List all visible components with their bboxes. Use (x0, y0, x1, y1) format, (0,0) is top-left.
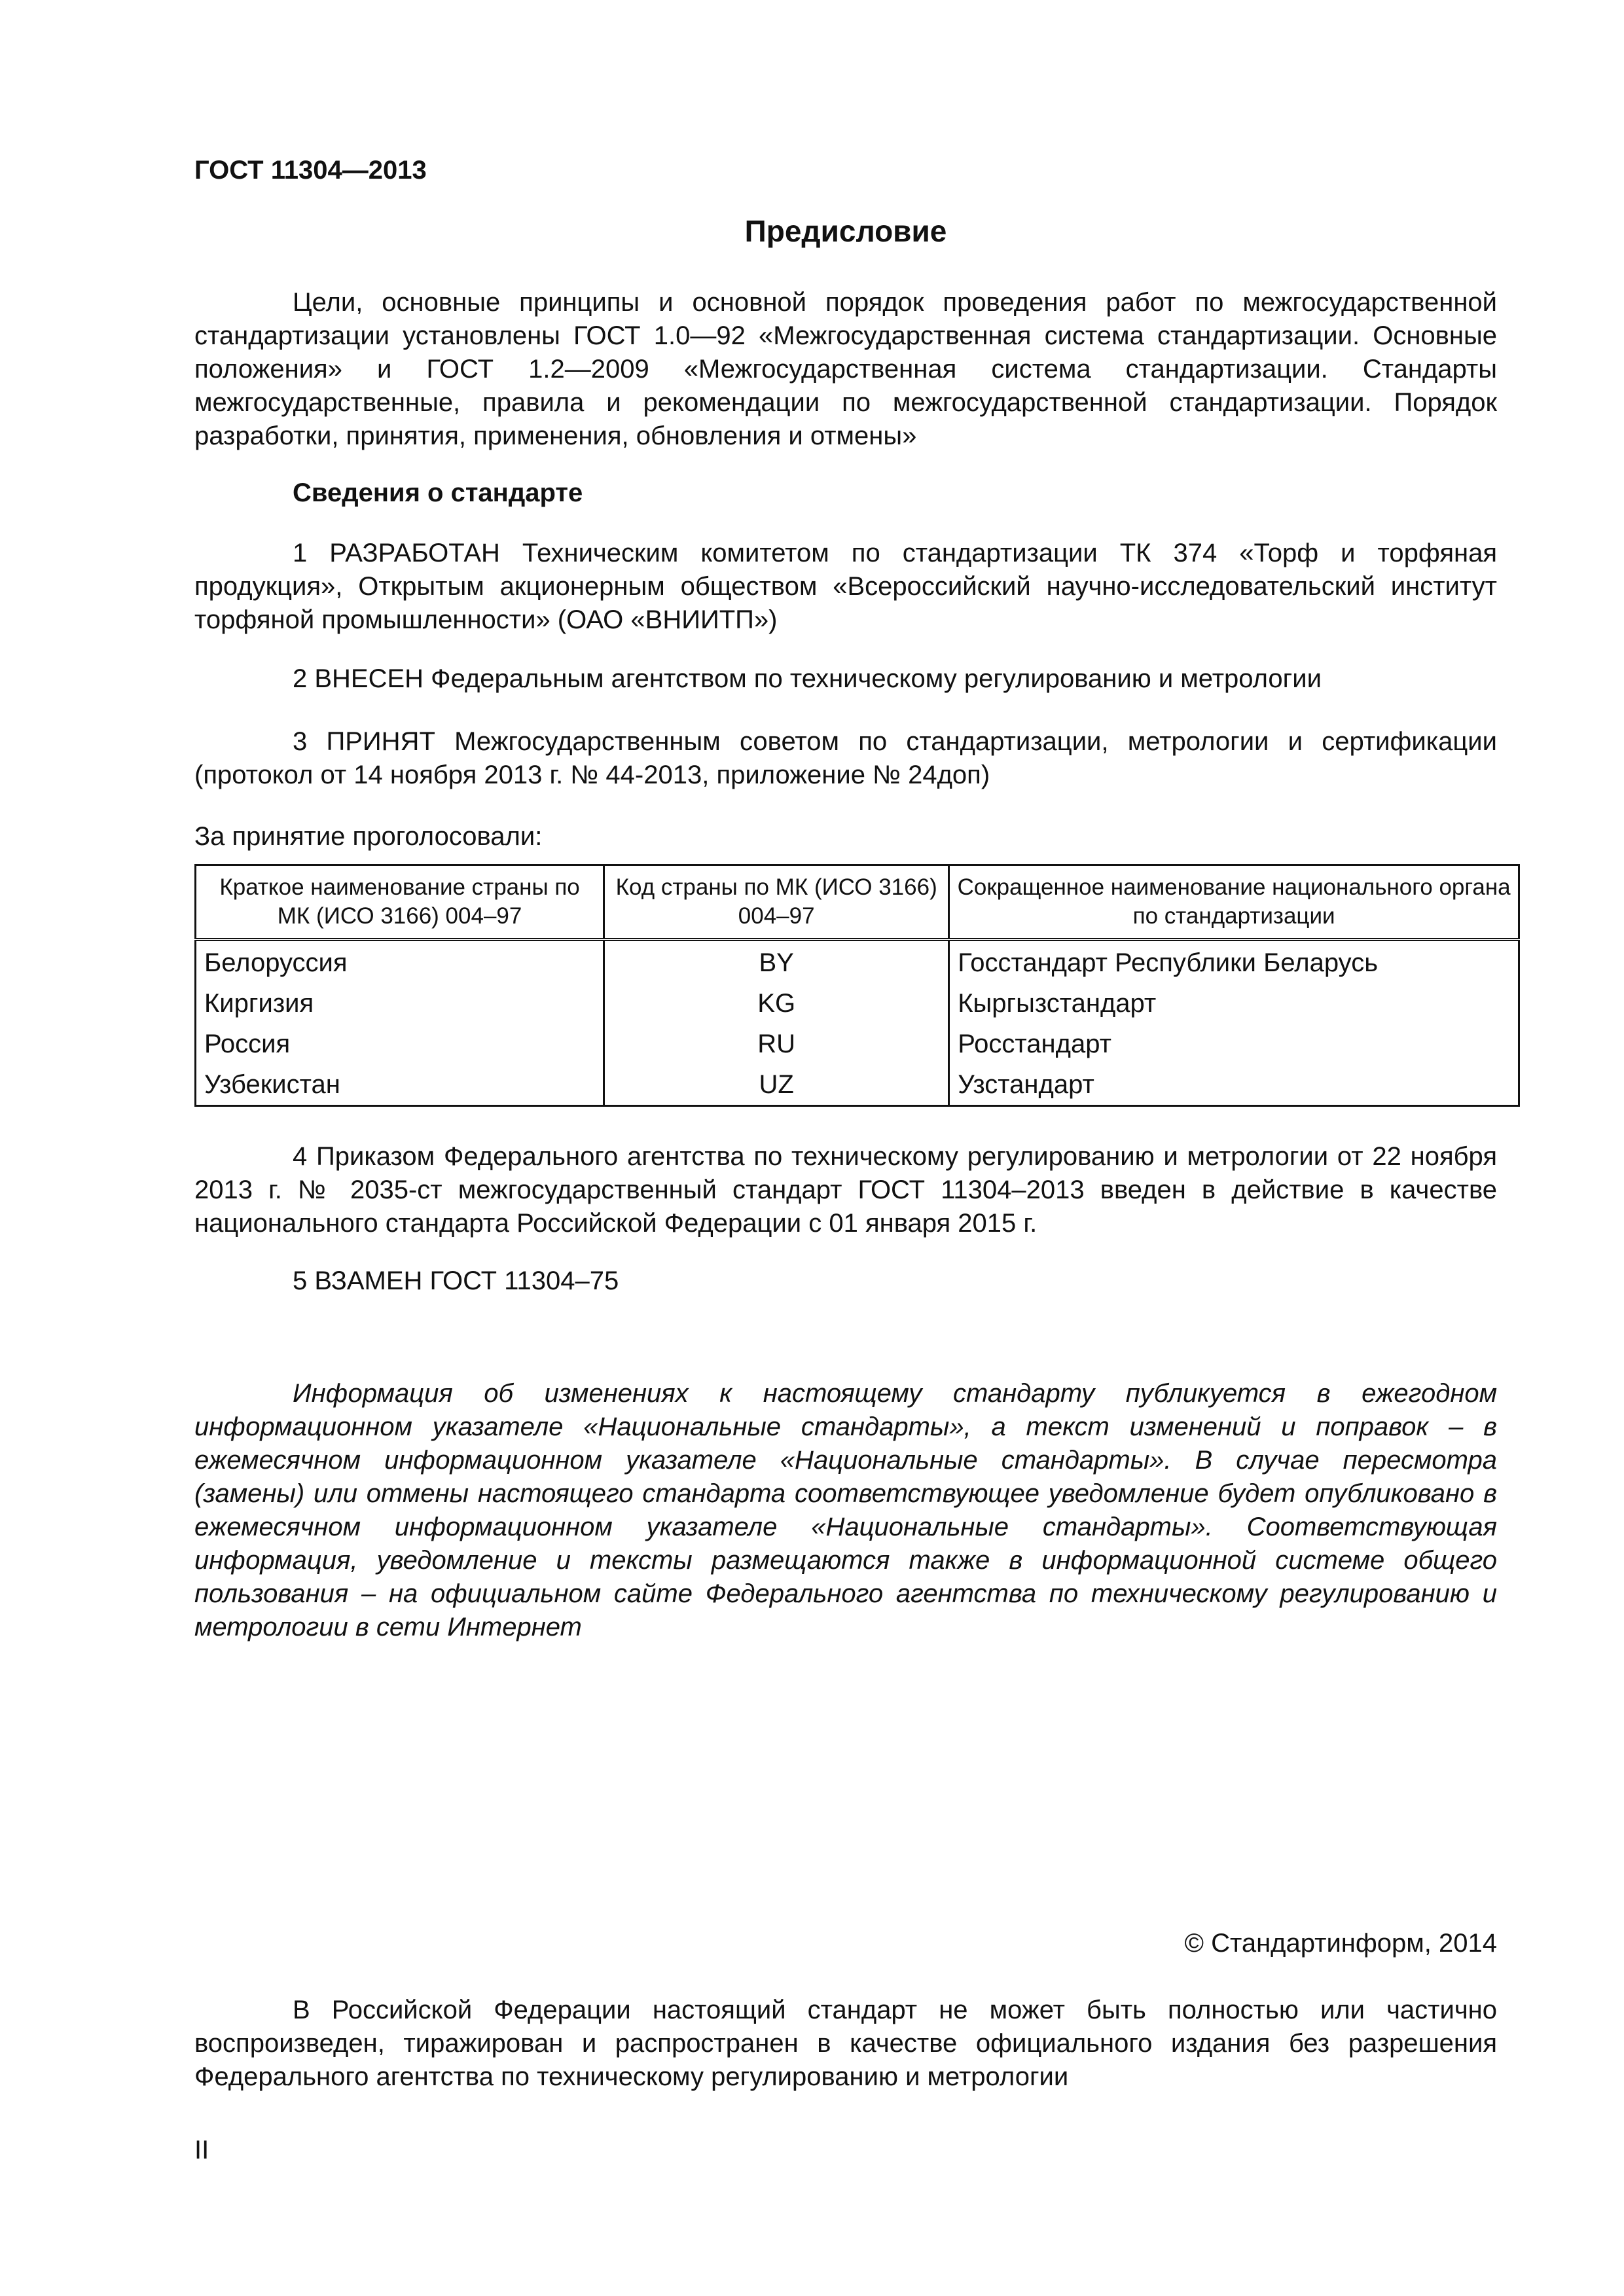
country-code-cell: RU (604, 1024, 949, 1064)
intro-paragraph: Цели, основные принципы и основной порядок проведения работ по межгосударственной стандартизации установлены ГОСТ 1.0—92 «Межгосударственная система стандартизации. Основные положения» и ГОСТ 1.2—2009 «Межгосударственная система стандартизации. Стандарты межгосударственные, правила и рекомендации по межгосударственной стандартизации. Порядок разработки, принятия, применения, обновления и отмены» (194, 288, 1497, 450)
vote-table-header-row (196, 865, 1519, 940)
document-code-header: ГОСТ 11304—2013 (194, 156, 427, 185)
country-name-cell: Белоруссия (196, 940, 604, 984)
standards-body-cell: Кыргызстандарт (949, 983, 1519, 1024)
standards-body-cell: Госстандарт Республики Беларусь (949, 940, 1519, 984)
column-header-country-name: Краткое наименование страны по МК (ИСО 3166) 004–97 (196, 865, 604, 940)
page-title: Предисловие (744, 214, 947, 248)
reproduction-notice: В Российской Федерации настоящий стандарт не может быть полностью или частично воспроизведен, тиражирован и распространен в качестве официального издания без разрешения Федерального агентства по техническому регулированию и метрологии (194, 1996, 1497, 2091)
vote-table (194, 864, 1520, 1107)
item-2-submitted: 2 ВНЕСЕН Федеральным агентством по техническому регулированию и метрологии (293, 664, 1322, 693)
country-name-cell: Россия (196, 1024, 604, 1064)
column-header-standards-body: Сокращенное наименование национального органа по стандартизации (949, 865, 1519, 940)
country-name-cell: Киргизия (196, 983, 604, 1024)
country-code-cell: UZ (604, 1064, 949, 1106)
table-row (196, 940, 1519, 984)
copyright-line: © Стандартинформ, 2014 (1184, 1929, 1497, 1958)
country-code-cell: BY (604, 940, 949, 984)
item-5-replaces: 5 ВЗАМЕН ГОСТ 11304–75 (293, 1266, 619, 1295)
country-code-cell: KG (604, 983, 949, 1024)
country-name-cell: Узбекистан (196, 1064, 604, 1106)
table-row (196, 1064, 1519, 1106)
column-header-country-code: Код страны по МК (ИСО 3166) 004–97 (604, 865, 949, 940)
standards-body-cell: Узстандарт (949, 1064, 1519, 1106)
item-4-order: 4 Приказом Федерального агентства по техническому регулированию и метрологии от 22 ноября 2013 г. № 2035-ст межгосударственный стандарт ГОСТ 11304–2013 введен в действие в качестве национального стандарта Российской Федерации с 01 января 2015 г. (194, 1142, 1497, 1238)
info-heading: Сведения о стандарте (293, 478, 583, 507)
table-row (196, 983, 1519, 1024)
changes-information-notice: Информация об изменениях к настоящему стандарту публикуется в ежегодном информационном указателе «Национальные стандарты», а текст изменений и поправок – в ежемесячном информационном указателе «Национальные стандарты». В случае пересмотра (замены) или отмены настоящего стандарта соответствующее уведомление будет опубликовано в ежемесячном информационном указателе «Национальные стандарты». Соответствующая информация, уведомление и тексты размещаются также в информационной системе общего пользования – на официальном сайте Федерального агентства по техническому регулированию и метрологии в сети Интернет (194, 1379, 1497, 1641)
vote-label: За принятие проголосовали: (194, 822, 543, 851)
item-3-adopted: 3 ПРИНЯТ Межгосударственным советом по стандартизации, метрологии и сертификации (протокол от 14 ноября 2013 г. № 44-2013, приложение № 24доп) (194, 727, 1497, 789)
item-1-developed: 1 РАЗРАБОТАН Техническим комитетом по стандартизации ТК 374 «Торф и торфяная продукция», Открытым акционерным обществом «Всероссийский научно-исследовательский институт торфяной промышленности» (ОАО «ВНИИТП») (194, 539, 1497, 634)
page-number: II (194, 2136, 209, 2164)
standards-body-cell: Росстандарт (949, 1024, 1519, 1064)
table-row (196, 1024, 1519, 1064)
